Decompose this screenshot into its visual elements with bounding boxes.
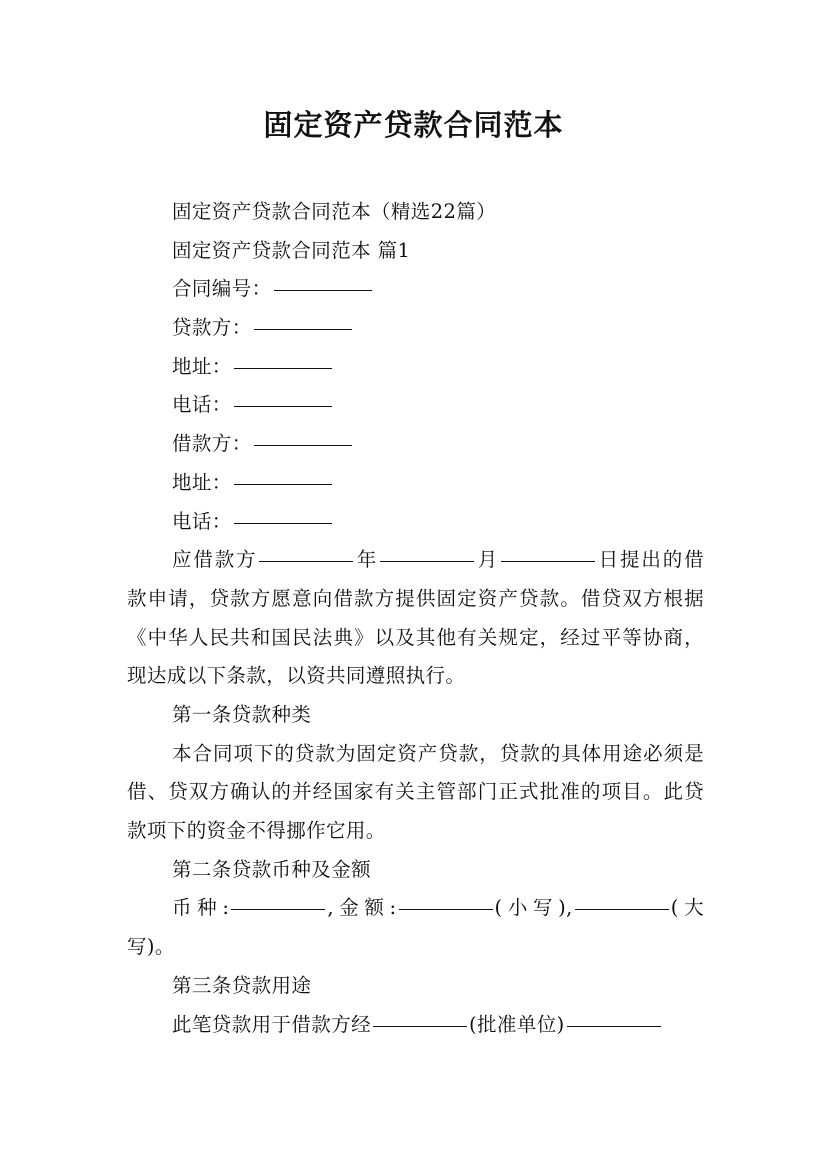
contract-number-label: 合同编号： — [172, 277, 272, 301]
borrower-address-label: 地址： — [172, 470, 232, 494]
amount-lower-blank — [399, 887, 493, 910]
lender-phone-blank — [234, 384, 332, 407]
article-2-text — [127, 889, 704, 966]
borrower-phone-line — [127, 503, 704, 542]
article-1-heading: 第一条贷款种类 — [172, 703, 312, 726]
lender-address-line — [127, 348, 704, 387]
intro-year-blank — [259, 539, 353, 562]
lender-phone-label: 电话： — [172, 393, 232, 417]
intro-text-3: 月 — [476, 548, 500, 572]
article-3-text — [127, 1006, 704, 1045]
lender-phone-line — [127, 386, 704, 425]
intro-text-1: 应借款方 — [172, 548, 258, 572]
borrower-label: 借款方： — [172, 432, 252, 456]
borrower-blank — [254, 423, 352, 446]
lender-blank — [254, 307, 352, 330]
lower-label: (小写), — [494, 896, 573, 920]
intro-day-blank — [501, 539, 595, 562]
contract-number-line — [127, 270, 704, 309]
borrower-address-line — [127, 464, 704, 503]
lender-address-label: 地址： — [172, 354, 232, 378]
article-3-text-1: 此笔贷款用于借款方经 — [172, 1012, 372, 1036]
lender-label: 贷款方： — [172, 316, 252, 340]
article-2-heading: 第二条贷款币种及金额 — [172, 857, 372, 881]
article-3-text-2: (批准单位) — [469, 1012, 565, 1036]
amount-upper-blank — [575, 887, 669, 910]
borrower-address-blank — [234, 462, 332, 485]
upper-label: (大写)。 — [127, 896, 704, 959]
borrower-line — [127, 425, 704, 464]
section-heading: 固定资产贷款合同范本 篇1 — [172, 238, 411, 262]
article-3-heading: 第三条贷款用途 — [172, 973, 312, 997]
intro-text-2: 年 — [355, 548, 379, 572]
intro-text-4: 日提出的借款申请，贷款方愿意向借款方提供固定资产贷款。借贷双方根据《中华人民共和国民法典》以及其他有关规定，经过平等协商，现达成以下条款，以资共同遵照执行。 — [127, 548, 704, 688]
intro-paragraph — [127, 541, 704, 696]
article-1-text: 本合同项下的贷款为固定资产贷款，贷款的具体用途必须是借、贷双方确认的并经国家有关主管部门正式批准的项目。此贷款项下的资金不得挪作它用。 — [127, 741, 704, 843]
borrower-phone-label: 电话： — [172, 509, 232, 533]
lender-address-blank — [234, 346, 332, 369]
document-body — [127, 193, 704, 1044]
lender-line — [127, 309, 704, 348]
currency-blank — [231, 887, 325, 910]
approval-unit-blank — [373, 1004, 467, 1027]
contract-number-blank — [274, 268, 372, 291]
intro-month-blank — [380, 539, 474, 562]
document-subtitle: 固定资产贷款合同范本（精选22篇） — [172, 200, 497, 223]
amount-label: ,金额: — [327, 896, 397, 920]
approval-blank-2 — [567, 1004, 661, 1027]
borrower-phone-blank — [234, 501, 332, 524]
document-title: 固定资产贷款合同范本 — [263, 108, 564, 142]
currency-label: 币种: — [172, 896, 230, 920]
